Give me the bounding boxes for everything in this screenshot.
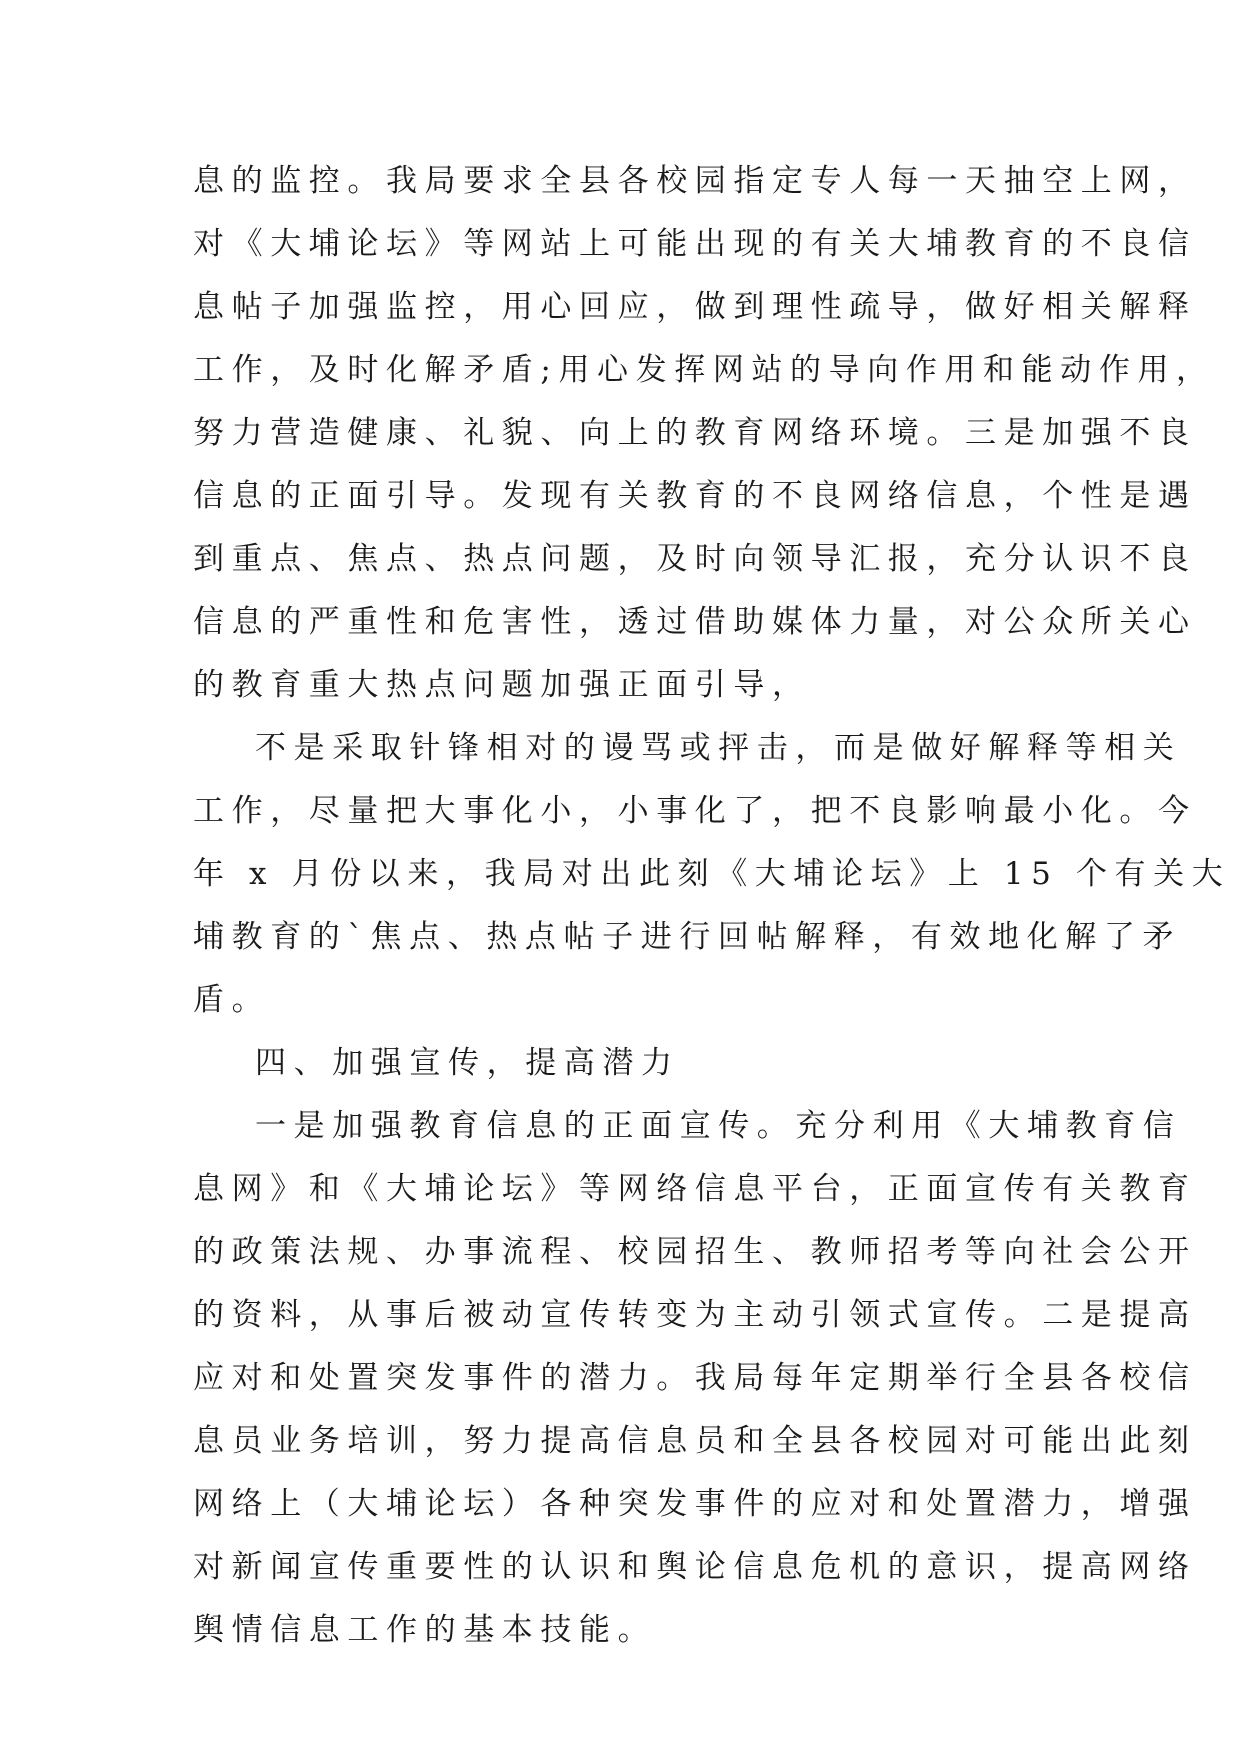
text-line: 息网》和《大埔论坛》等网络信息平台，正面宣传有关教育: [193, 1171, 1197, 1207]
text-line: 努力营造健康、礼貌、向上的教育网络环境。三是加强不良: [193, 415, 1197, 451]
text-line: 息员业务培训，努力提高信息员和全县各校园对可能出此刻: [193, 1423, 1197, 1459]
text-line: 年 x 月份以来，我局对出此刻《大埔论坛》上 15 个有关大: [193, 856, 1231, 892]
text-line: 应对和处置突发事件的潜力。我局每年定期举行全县各校信: [193, 1360, 1197, 1396]
text-line: 信息的严重性和危害性，透过借助媒体力量，对公众所关心: [193, 604, 1197, 640]
text-line: 工作，及时化解矛盾;用心发挥网站的导向作用和能动作用，: [193, 352, 1215, 388]
text-line: 的资料，从事后被动宣传转变为主动引领式宣传。二是提高: [193, 1297, 1197, 1333]
text-line: 息帖子加强监控，用心回应，做到理性疏导，做好相关解释: [193, 289, 1197, 325]
text-line: 工作，尽量把大事化小，小事化了，把不良影响最小化。今: [193, 793, 1197, 829]
text-line: 舆情信息工作的基本技能。: [193, 1612, 657, 1648]
text-line: 对新闻宣传重要性的认识和舆论信息危机的意识，提高网络: [193, 1549, 1197, 1585]
text-line: 的教育重大热点问题加强正面引导，: [193, 667, 811, 703]
text-line: 一是加强教育信息的正面宣传。充分利用《大埔教育信: [255, 1108, 1182, 1144]
text-line: 网络上（大埔论坛）各种突发事件的应对和处置潜力，增强: [193, 1486, 1197, 1522]
text-line: 的政策法规、办事流程、校园招生、教师招考等向社会公开: [193, 1234, 1197, 1270]
section-heading: 四、加强宣传，提高潜力: [255, 1045, 680, 1081]
document-body: [193, 150, 1231, 1662]
text-line: 信息的正面引导。发现有关教育的不良网络信息，个性是遇: [193, 478, 1197, 514]
text-line: 盾。: [193, 982, 271, 1018]
text-line: 不是采取针锋相对的谩骂或抨击，而是做好解释等相关: [255, 730, 1182, 766]
text-line: 埔教育的`焦点、热点帖子进行回帖解释，有效地化解了矛: [193, 919, 1182, 955]
text-line: 对《大埔论坛》等网站上可能出现的有关大埔教育的不良信: [193, 226, 1197, 262]
text-line: 到重点、焦点、热点问题，及时向领导汇报，充分认识不良: [193, 541, 1197, 577]
text-line: 息的监控。我局要求全县各校园指定专人每一天抽空上网，: [193, 163, 1197, 199]
